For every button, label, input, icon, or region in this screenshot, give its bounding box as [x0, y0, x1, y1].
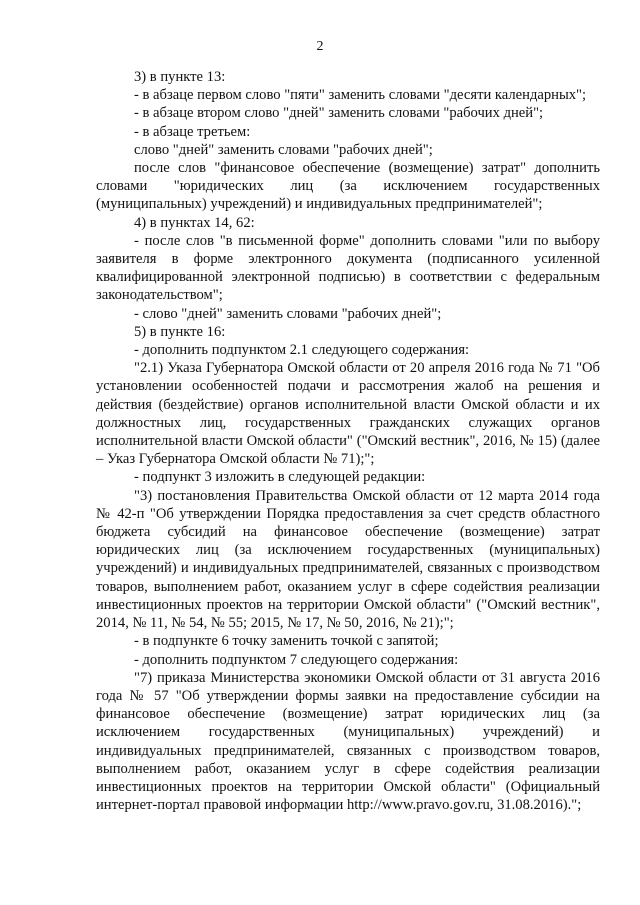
paragraph: - после слов "в письменной форме" дополнить словами "или по выбору заявителя в форме электронного документа (подписанного усиленной квалифицированной электронной подписью) в соответствии с федеральным законодательством"; [96, 232, 600, 304]
paragraph: 5) в пункте 16: [134, 323, 226, 340]
paragraph: 4) в пунктах 14, 62: [134, 214, 255, 231]
paragraph: - слово "дней" заменить словами "рабочих дней"; [134, 305, 442, 322]
paragraph: - в абзаце третьем: [134, 123, 251, 140]
paragraph: - подпункт 3 изложить в следующей редакции: [134, 469, 426, 486]
paragraph: слово "дней" заменить словами "рабочих дней"; [134, 141, 433, 158]
paragraph: после слов "финансовое обеспечение (возмещение) затрат" дополнить словами "юридических лиц (за исключением государственных (муниципальных) учреждений) и индивидуальных предпринимателей"; [96, 160, 600, 213]
paragraph: 3) в пункте 13: [134, 69, 226, 85]
paragraph: - в абзаце втором слово "дней" заменить словами "рабочих дней"; [134, 105, 544, 122]
document-body [96, 68, 600, 814]
paragraph: - в абзаце первом слово "пяти" заменить словами "десяти календарных"; [134, 87, 587, 104]
paragraph: "7) приказа Министерства экономики Омской области от 31 августа 2016 года № 57 "Об утверждении формы заявки на предоставление субсидии на финансовое обеспечение (возмещение) затрат юридических лиц (за исключением государственных (муниципальных) учреждений) и индивидуальных предпринимателей, связанных с производством товаров, выполнением работ, оказанием услуг в сфере содействия реализации инвестиционных проектов на территории Омской области" (Официальный интернет-портал правовой информации http://www.pravo.gov.ru, 31.08.2016)."; [96, 669, 600, 814]
page-number: 2 [316, 39, 324, 54]
paragraph: - дополнить подпунктом 7 следующего содержания: [134, 651, 459, 668]
paragraph: - в подпункте 6 точку заменить точкой с запятой; [134, 633, 439, 650]
paragraph: - дополнить подпунктом 2.1 следующего содержания: [134, 342, 470, 359]
paragraph: "2.1) Указа Губернатора Омской области от 20 апреля 2016 года № 71 "Об установлении особенностей подачи и рассмотрения жалоб на решения и действия (бездействие) органов исполнительной власти Омской области и их должностных лиц, государственных гражданских служащих органов исполнительной власти Омской области" ("Омский вестник", 2016, № 15) (далее – Указ Губернатора Омской области № 71);"; [96, 360, 600, 468]
paragraph: "3) постановления Правительства Омской области от 12 марта 2014 года № 42-п "Об утверждении Порядка предоставления за счет средств областного бюджета субсидий на финансовое обеспечение (возмещение) затрат юридических лиц (за исключением государственных (муниципальных) учреждений) и индивидуальных предпринимателей, связанных с производством товаров, выполнением работ, оказанием услуг в сфере содействия реализации инвестиционных проектов на территории Омской области" ("Омский вестник", 2014, № 11, № 54, № 55; 2015, № 17, № 50, 2016, № 21);"; [96, 487, 600, 632]
